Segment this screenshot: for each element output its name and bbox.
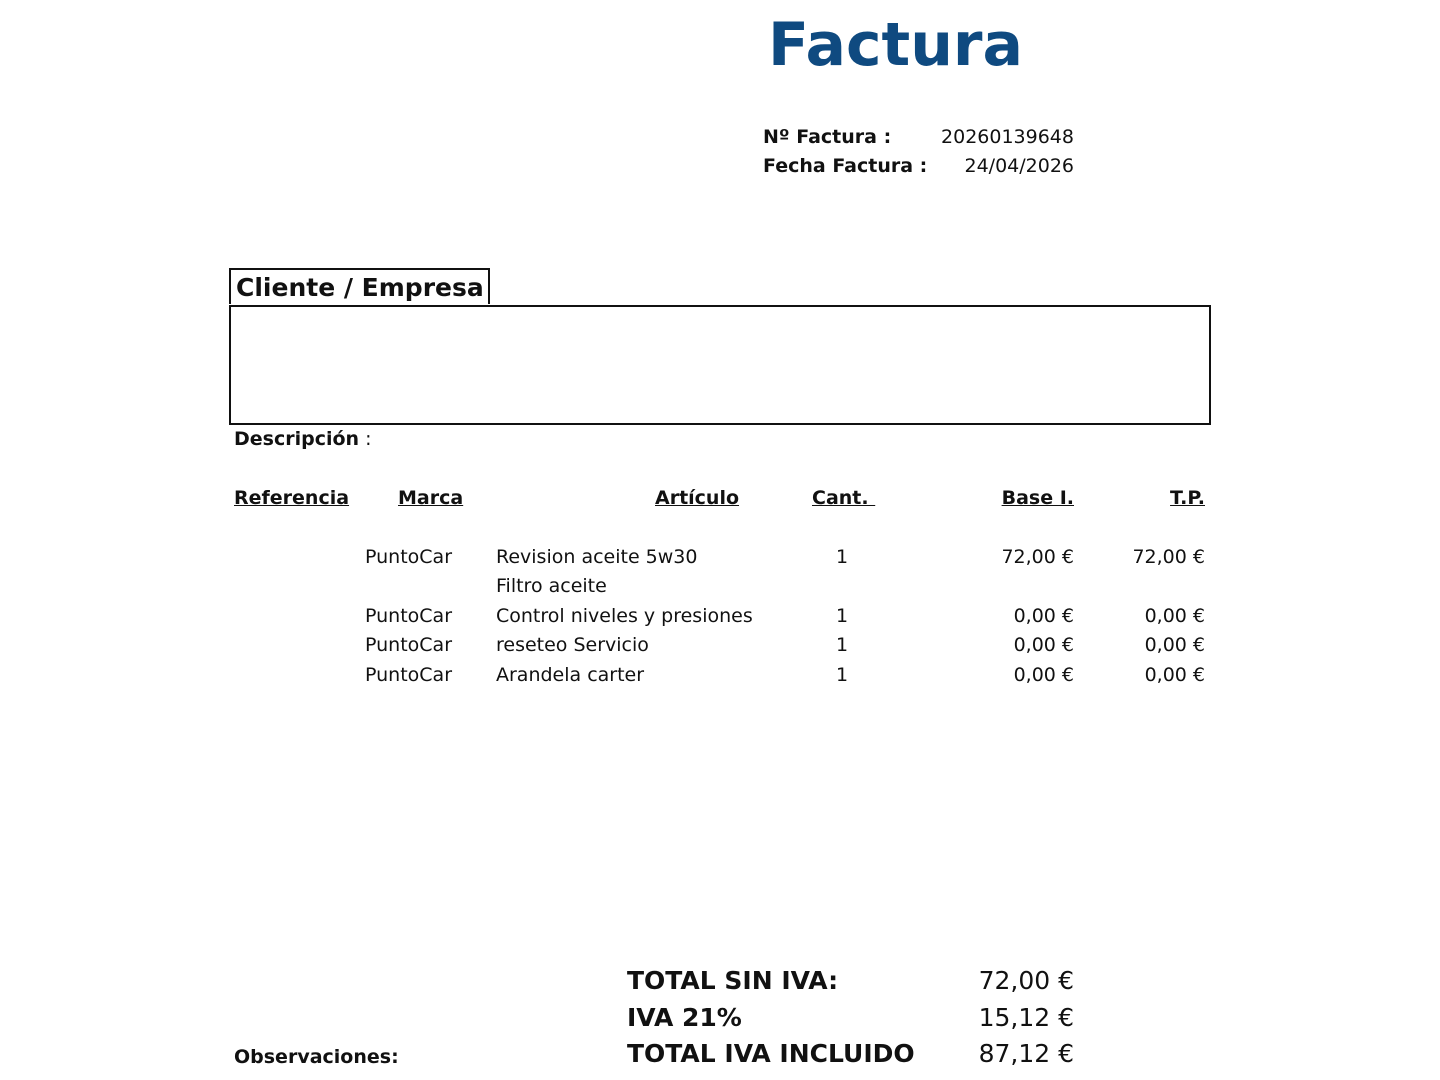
observations-label: Observaciones: [234, 1046, 399, 1068]
row-base: 0,00 € [1013, 605, 1074, 627]
row-tp: 72,00 € [1132, 546, 1205, 568]
subtotal-value: 72,00 € [978, 966, 1074, 995]
row-articulo: Arandela carter [496, 664, 645, 686]
header-cant: Cant. [812, 487, 876, 509]
row-cant: 1 [836, 546, 849, 568]
invoice-number-value: 20260139648 [941, 126, 1074, 148]
row-articulo: Filtro aceite [496, 575, 607, 597]
row-marca: PuntoCar [365, 634, 453, 656]
row-articulo: Revision aceite 5w30 [496, 546, 698, 568]
description-label: Descripción [234, 428, 360, 450]
header-base: Base I. [1001, 487, 1074, 509]
total-label: TOTAL IVA INCLUIDO [627, 1039, 915, 1068]
row-base: 72,00 € [1001, 546, 1074, 568]
subtotal-label: TOTAL SIN IVA: [627, 966, 839, 995]
invoice-title: Factura [768, 10, 1023, 80]
client-section-label: Cliente / Empresa [236, 273, 484, 302]
row-articulo: Control niveles y presiones [496, 605, 753, 627]
header-articulo: Artículo [655, 487, 740, 509]
row-marca: PuntoCar [365, 664, 453, 686]
header-marca: Marca [398, 487, 464, 509]
row-articulo: reseteo Servicio [496, 634, 649, 656]
row-tp: 0,00 € [1144, 634, 1205, 656]
row-cant: 1 [836, 634, 849, 656]
row-cant: 1 [836, 664, 849, 686]
row-base: 0,00 € [1013, 664, 1074, 686]
iva-value: 15,12 € [978, 1003, 1074, 1032]
total-value: 87,12 € [978, 1039, 1074, 1068]
invoice-number-label: Nº Factura : [763, 126, 892, 148]
row-base: 0,00 € [1013, 634, 1074, 656]
description-line [234, 428, 372, 450]
row-marca: PuntoCar [365, 546, 453, 568]
header-tp: T.P. [1170, 487, 1205, 509]
description-separator: : [359, 428, 372, 450]
client-info-box [229, 305, 1211, 425]
header-referencia: Referencia [234, 487, 350, 509]
iva-label: IVA 21% [627, 1003, 742, 1032]
invoice-date-value: 24/04/2026 [964, 155, 1074, 177]
invoice-date-label: Fecha Factura : [763, 155, 928, 177]
row-cant: 1 [836, 605, 849, 627]
row-tp: 0,00 € [1144, 605, 1205, 627]
client-section-tab [229, 268, 490, 304]
row-tp: 0,00 € [1144, 664, 1205, 686]
row-marca: PuntoCar [365, 605, 453, 627]
